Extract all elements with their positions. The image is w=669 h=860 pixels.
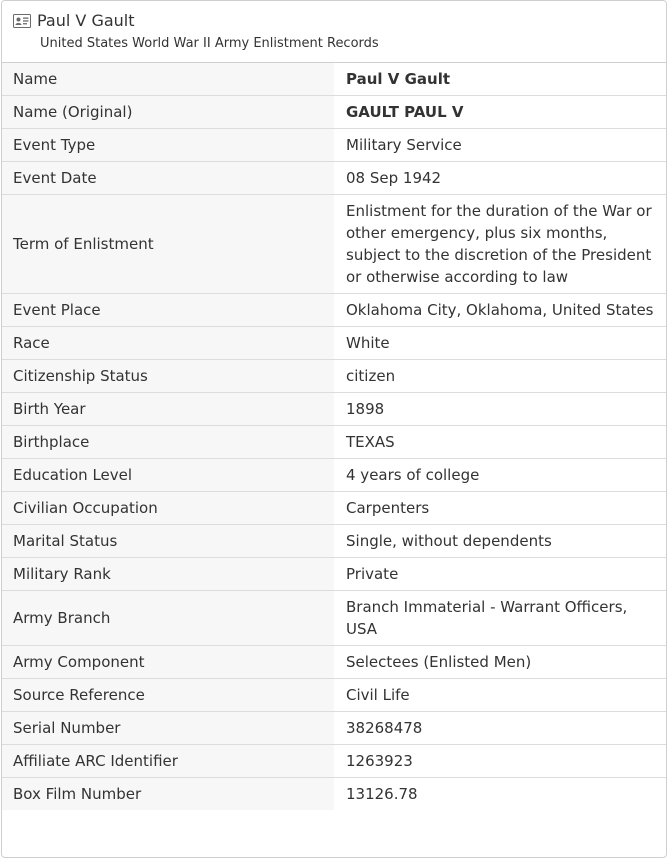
field-value: Oklahoma City, Oklahoma, United States [334, 294, 667, 327]
title-row [13, 9, 656, 31]
field-label: Army Component [2, 646, 334, 679]
table-row [2, 294, 667, 327]
table-row [2, 63, 667, 96]
table-row [2, 712, 667, 745]
table-row [2, 558, 667, 591]
field-value: GAULT PAUL V [334, 96, 667, 129]
table-row [2, 162, 667, 195]
table-row [2, 393, 667, 426]
field-label: Source Reference [2, 679, 334, 712]
field-value: 1898 [334, 393, 667, 426]
table-row [2, 525, 667, 558]
field-label: Term of Enlistment [2, 195, 334, 294]
field-label: Marital Status [2, 525, 334, 558]
field-label: Affiliate ARC Identifier [2, 745, 334, 778]
field-label: Name (Original) [2, 96, 334, 129]
field-value: 38268478 [334, 712, 667, 745]
collection-name: United States World War II Army Enlistment Records [40, 36, 379, 51]
field-value: Enlistment for the duration of the War or other emergency, plus six months, subject to the discretion of the President or otherwise according to law [334, 195, 667, 294]
table-row [2, 360, 667, 393]
field-value: citizen [334, 360, 667, 393]
table-row [2, 745, 667, 778]
table-row [2, 646, 667, 679]
field-value: Single, without dependents [334, 525, 667, 558]
field-label: Race [2, 327, 334, 360]
field-value: 1263923 [334, 745, 667, 778]
field-value: White [334, 327, 667, 360]
field-value: 13126.78 [334, 778, 667, 811]
field-value: TEXAS [334, 426, 667, 459]
field-value: Military Service [334, 129, 667, 162]
field-value: Selectees (Enlisted Men) [334, 646, 667, 679]
table-row [2, 591, 667, 646]
table-row [2, 459, 667, 492]
record-header [2, 1, 666, 63]
table-row [2, 129, 667, 162]
record-title: Paul V Gault [37, 10, 135, 30]
table-row [2, 679, 667, 712]
field-value: Civil Life [334, 679, 667, 712]
field-label: Birth Year [2, 393, 334, 426]
record-card-icon [13, 13, 31, 27]
field-value: 08 Sep 1942 [334, 162, 667, 195]
field-label: Citizenship Status [2, 360, 334, 393]
field-value: Paul V Gault [334, 63, 667, 96]
table-row [2, 327, 667, 360]
field-value: Carpenters [334, 492, 667, 525]
table-row [2, 195, 667, 294]
field-value: 4 years of college [334, 459, 667, 492]
field-label: Box Film Number [2, 778, 334, 811]
field-label: Event Place [2, 294, 334, 327]
record-details-table [2, 63, 667, 810]
field-value: Branch Immaterial - Warrant Officers, USA [334, 591, 667, 646]
field-label: Military Rank [2, 558, 334, 591]
table-row [2, 426, 667, 459]
table-row [2, 96, 667, 129]
record-card [1, 0, 667, 858]
table-row [2, 778, 667, 811]
field-label: Name [2, 63, 334, 96]
field-label: Civilian Occupation [2, 492, 334, 525]
field-label: Serial Number [2, 712, 334, 745]
field-label: Birthplace [2, 426, 334, 459]
field-value: Private [334, 558, 667, 591]
table-row [2, 492, 667, 525]
field-label: Event Type [2, 129, 334, 162]
field-label: Army Branch [2, 591, 334, 646]
field-label: Event Date [2, 162, 334, 195]
field-label: Education Level [2, 459, 334, 492]
